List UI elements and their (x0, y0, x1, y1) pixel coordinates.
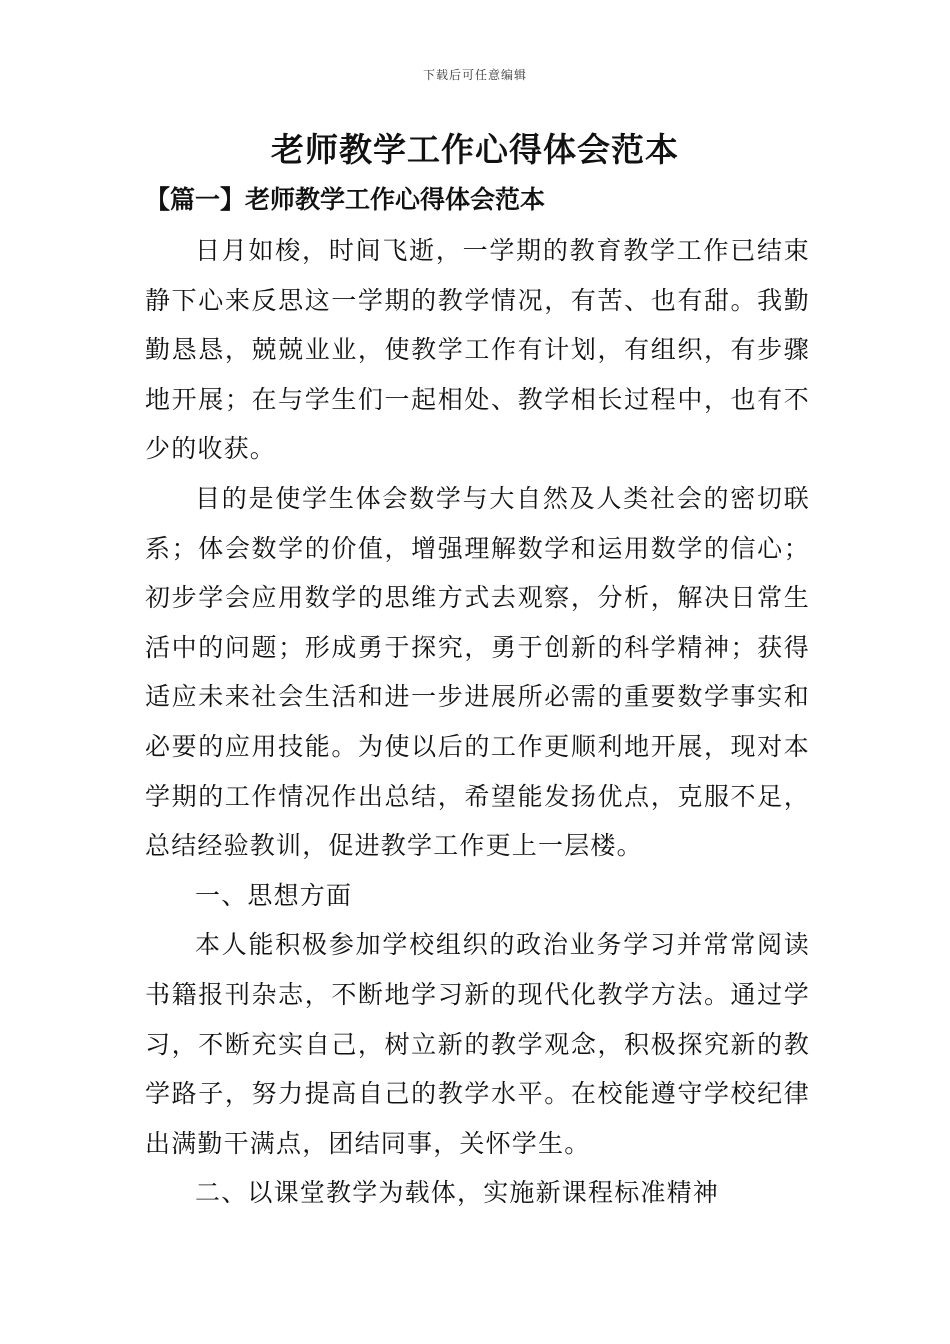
document-body (145, 226, 810, 1218)
subheading-classroom: 二、以课堂教学为载体，实施新课程标准精神 (195, 1178, 720, 1208)
section-heading: 【篇一】老师教学工作心得体会范本 (145, 185, 546, 214)
paragraph-goals: 目的是使学生体会数学与大自然及人类社会的密切联系；体会数学的价值，增强理解数学和运用数学的信心；初步学会应用数学的思维方式去观察，分析，解决日常生活中的问题；形成勇于探究，勇于创新的科学精神；获得适应未来社会生活和进一步进展所必需的重要数学事实和必要的应用技能。为使以后的工作更顺利地开展，现对本学期的工作情况作出总结，希望能发扬优点，克服不足，总结经验教训，促进教学工作更上一层楼。 (145, 483, 810, 861)
paragraph-intro: 日月如梭，时间飞逝，一学期的教育教学工作已结束静下心来反思这一学期的教学情况，有苦、也有甜。我勤勤恳恳，兢兢业业，使教学工作有计划，有组织，有步骤地开展；在与学生们一起相处、教学相长过程中，也有不少的收获。 (145, 236, 810, 464)
subheading-ideology: 一、思想方面 (195, 880, 353, 910)
paragraph-ideology: 本人能积极参加学校组织的政治业务学习并常常阅读书籍报刊杂志，不断地学习新的现代化教学方法。通过学习，不断充实自己，树立新的教学观念，积极探究新的教学路子，努力提高自己的教学水平。在校能遵守学校纪律出满勤干满点，团结同事，关怀学生。 (145, 930, 810, 1158)
header-note: 下载后可任意编辑 (422, 68, 527, 82)
document-title: 老师教学工作心得体会范本 (271, 130, 679, 169)
